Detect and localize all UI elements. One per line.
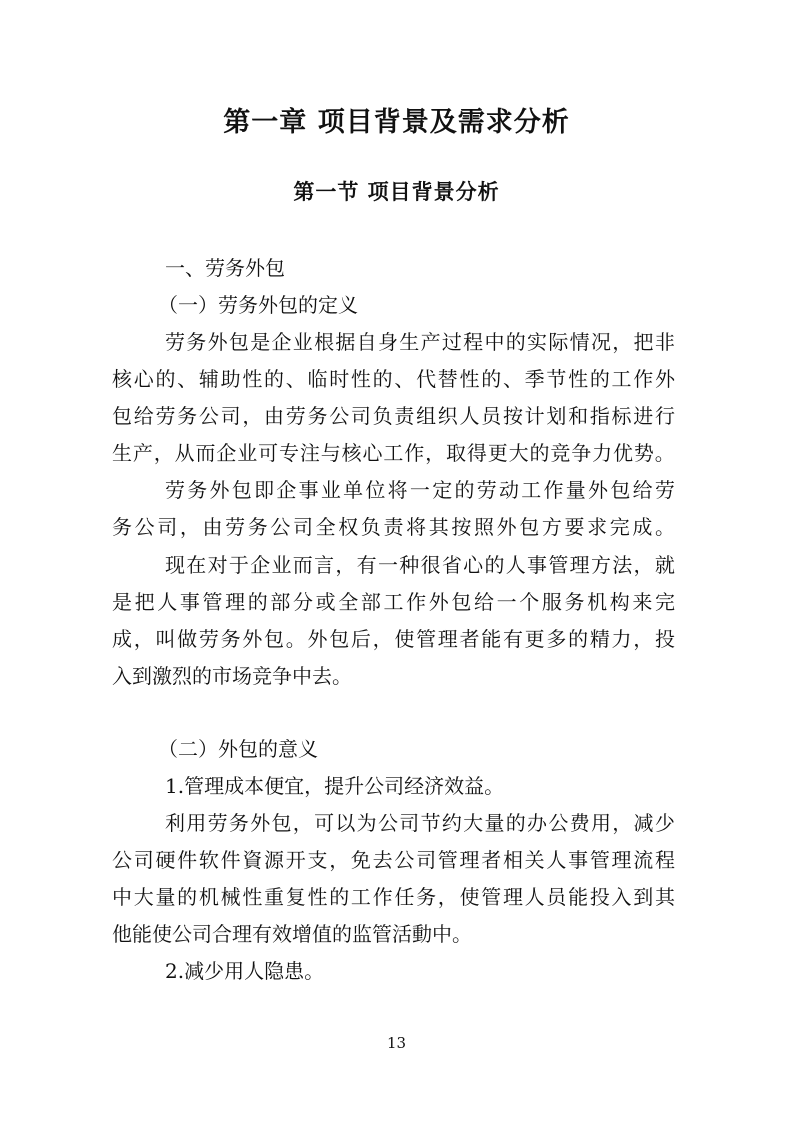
subheading-definition: （一）劳务外包的定义 [158, 293, 358, 317]
section-title: 第一节 项目背景分析 [293, 180, 500, 204]
paragraph-line: 劳 务 外 包 即 企 事 业 单 位 将 一 定 的 劳 动 工 作 量 外 包 给 劳 [165, 478, 675, 502]
list-item: 1.管理成本便宜，提升公司经济效益。 [165, 774, 505, 798]
subheading-significance: （二）外包的意义 [158, 737, 318, 761]
page-number: 13 [386, 1034, 407, 1052]
paragraph-line: 是 把 人 事 管 理 的 部 分 或 全 部 工 作 外 包 给 一 个 服 务 机 构 来 完 [112, 590, 675, 614]
paragraph-line: 劳 务 外 包 是 企 业 根 据 自 身 生 产 过 程 中 的 实 际 情 况 ， 把 非 [165, 330, 675, 354]
heading-outsourcing: 一、劳务外包 [165, 256, 285, 280]
paragraph-line: 现 在 对 于 企 业 而 言 ， 有 一 种 很 省 心 的 人 事 管 理 方 法 ， 就 [165, 553, 675, 577]
paragraph-line: 包 给 劳 务 公 司 ， 由 劳 务 公 司 负 责 组 织 人 员 按 计 划 和 指 标 进 行 [112, 404, 675, 428]
paragraph-line: 中 大 量 的 机 械 性 重 复 性 的 工 作 任 务 ， 使 管 理 人 员 能 投 入 到 其 [112, 885, 675, 909]
paragraph-line: 核 心 的 、 辅 助 性 的 、 临 时 性 的 、 代 替 性 的 、 季 节 性 的 工 作 外 [112, 367, 675, 391]
paragraph-line: 他能使公司合理有效增值的监管活動中。 [112, 922, 472, 946]
chapter-title: 第一章 项目背景及需求分析 [223, 107, 570, 138]
paragraph-line: 公 司 硬 件 软 件 資 源 开 支 ， 免 去 公 司 管 理 者 相 关 人 事 管 理 流 程 [112, 848, 675, 872]
paragraph-line: 成 ， 叫 做 劳 务 外 包 。 外 包 后 ， 使 管 理 者 能 有 更 多 的 精 力 ， 投 [112, 627, 675, 651]
paragraph-line: 利 用 劳 务 外 包 ， 可 以 为 公 司 节 约 大 量 的 办 公 费 用 ， 减 少 [165, 811, 675, 835]
paragraph-line: 生 产 ， 从 而 企 业 可 专 注 与 核 心 工 作 ， 取 得 更 大 的 竞 争 力 优 势 。 [112, 441, 675, 465]
list-item: 2.减少用人隐患。 [165, 959, 325, 983]
paragraph-line: 务 公 司 ， 由 劳 务 公 司 全 权 负 责 将 其 按 照 外 包 方 要 求 完 成 。 [112, 515, 675, 539]
paragraph-line: 入到激烈的市场竞争中去。 [112, 664, 352, 688]
